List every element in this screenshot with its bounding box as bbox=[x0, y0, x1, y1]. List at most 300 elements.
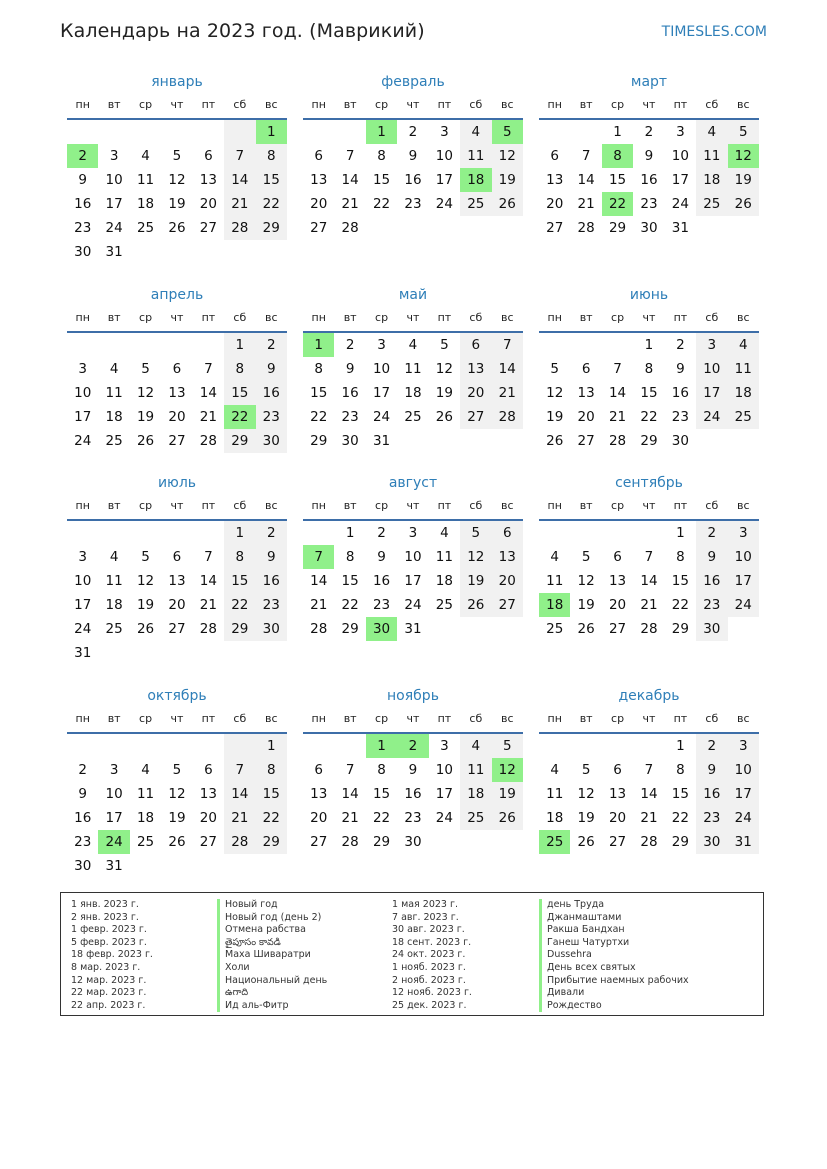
day-cell: 3 bbox=[728, 734, 759, 758]
weekday-header bbox=[539, 309, 759, 333]
empty-day-cell bbox=[303, 734, 334, 758]
empty-day-cell bbox=[130, 240, 161, 264]
day-cell: 30 bbox=[74, 858, 92, 874]
day-cell: 28 bbox=[341, 834, 359, 850]
day-cell: 19 bbox=[577, 810, 595, 826]
day-cell: 1 bbox=[224, 521, 255, 545]
day-cell: 3 bbox=[676, 124, 685, 140]
day-cell: 16 bbox=[74, 196, 92, 212]
day-cell: 25 bbox=[728, 405, 759, 429]
legend-holiday-name: Маха Шиваратри bbox=[217, 949, 327, 962]
day-cell: 14 bbox=[608, 385, 627, 401]
day-cell: 27 bbox=[168, 433, 186, 449]
weekday-label: пн bbox=[311, 311, 326, 324]
week-row bbox=[539, 806, 759, 830]
day-cell: 17 bbox=[372, 385, 391, 401]
day-cell: 1 bbox=[676, 525, 685, 541]
holiday-legend bbox=[60, 892, 764, 1016]
weekday-label: ср bbox=[611, 98, 625, 111]
day-cell: 11 bbox=[136, 786, 155, 802]
day-cell: 20 bbox=[492, 569, 523, 593]
week-row bbox=[303, 144, 523, 168]
day-cell: 16 bbox=[341, 385, 359, 401]
day-cell: 17 bbox=[696, 381, 727, 405]
day-cell: 27 bbox=[168, 621, 186, 637]
day-cell: 20 bbox=[168, 409, 186, 425]
week-row bbox=[539, 192, 759, 216]
empty-day-cell bbox=[429, 216, 460, 240]
day-cell: 14 bbox=[224, 782, 255, 806]
day-cell: 17 bbox=[74, 409, 92, 425]
holiday-day-cell: 18 bbox=[460, 168, 491, 192]
empty-day-cell bbox=[397, 216, 428, 240]
empty-day-cell bbox=[67, 333, 98, 357]
week-row bbox=[539, 381, 759, 405]
day-cell: 17 bbox=[728, 569, 759, 593]
day-cell: 12 bbox=[435, 361, 453, 377]
month-calendar bbox=[67, 72, 287, 264]
day-cell: 31 bbox=[372, 433, 391, 449]
week-row bbox=[67, 806, 287, 830]
day-cell: 4 bbox=[109, 549, 119, 565]
weekday-label: пт bbox=[673, 98, 688, 111]
weekday-label: пт bbox=[673, 712, 688, 725]
day-cell: 10 bbox=[696, 357, 727, 381]
day-cell: 2 bbox=[408, 124, 418, 140]
day-cell: 10 bbox=[435, 148, 453, 164]
weekday-label: вс bbox=[264, 311, 278, 324]
weekday-label: вс bbox=[736, 499, 750, 512]
day-cell: 9 bbox=[408, 148, 418, 164]
day-cell: 15 bbox=[341, 573, 359, 589]
month-title: май bbox=[398, 287, 428, 303]
month-calendar bbox=[67, 686, 287, 878]
day-cell: 9 bbox=[408, 762, 418, 778]
day-cell: 20 bbox=[577, 409, 595, 425]
week-row bbox=[67, 617, 287, 641]
week-row bbox=[539, 734, 759, 758]
legend-names-col2 bbox=[539, 899, 689, 1012]
day-cell: 4 bbox=[460, 120, 491, 144]
legend-date: 2 янв. 2023 г. bbox=[71, 911, 139, 923]
day-cell: 7 bbox=[581, 148, 591, 164]
day-cell: 6 bbox=[581, 361, 591, 377]
weekday-label: чт bbox=[642, 311, 656, 324]
day-cell: 26 bbox=[435, 409, 453, 425]
day-cell: 17 bbox=[728, 782, 759, 806]
day-cell: 27 bbox=[492, 593, 523, 617]
weekday-label: вс bbox=[264, 499, 278, 512]
holiday-day-cell: 8 bbox=[602, 144, 633, 168]
day-cell: 7 bbox=[492, 333, 523, 357]
holiday-day-cell: 24 bbox=[98, 830, 129, 854]
day-cell: 2 bbox=[256, 521, 287, 545]
month-title: июнь bbox=[629, 287, 669, 303]
weekday-label: чт bbox=[170, 98, 184, 111]
holiday-day-cell: 1 bbox=[256, 120, 287, 144]
weekday-label: сб bbox=[233, 712, 247, 725]
day-cell: 16 bbox=[404, 172, 422, 188]
day-cell: 20 bbox=[168, 597, 186, 613]
day-cell: 23 bbox=[404, 810, 422, 826]
empty-day-cell bbox=[602, 521, 633, 545]
day-cell: 21 bbox=[199, 597, 217, 613]
day-cell: 3 bbox=[377, 337, 386, 353]
day-cell: 11 bbox=[728, 357, 759, 381]
day-cell: 24 bbox=[435, 810, 453, 826]
empty-day-cell bbox=[728, 429, 759, 453]
empty-day-cell bbox=[429, 830, 460, 854]
empty-day-cell bbox=[602, 734, 633, 758]
empty-day-cell bbox=[193, 734, 224, 758]
day-cell: 30 bbox=[404, 834, 422, 850]
weekday-label: ср bbox=[611, 311, 625, 324]
weekday-label: ср bbox=[375, 311, 389, 324]
day-cell: 22 bbox=[341, 597, 359, 613]
weekday-label: сб bbox=[705, 98, 719, 111]
day-cell: 5 bbox=[460, 521, 491, 545]
day-cell: 18 bbox=[546, 810, 564, 826]
day-cell: 29 bbox=[256, 830, 287, 854]
weekday-label: чт bbox=[406, 98, 420, 111]
week-row bbox=[67, 120, 287, 144]
day-cell: 23 bbox=[404, 196, 422, 212]
week-row bbox=[303, 168, 523, 192]
empty-day-cell bbox=[460, 429, 491, 453]
day-cell: 25 bbox=[546, 621, 564, 637]
weekday-label: пн bbox=[311, 98, 326, 111]
week-row bbox=[303, 429, 523, 453]
day-cell: 7 bbox=[204, 361, 213, 377]
day-cell: 1 bbox=[613, 124, 622, 140]
weekday-label: ср bbox=[611, 499, 625, 512]
day-cell: 10 bbox=[404, 549, 422, 565]
day-cell: 15 bbox=[224, 381, 255, 405]
day-cell: 4 bbox=[109, 361, 119, 377]
day-cell: 9 bbox=[256, 545, 287, 569]
day-cell: 3 bbox=[440, 124, 449, 140]
day-cell: 30 bbox=[640, 220, 658, 236]
day-cell: 3 bbox=[78, 549, 87, 565]
empty-day-cell bbox=[224, 240, 255, 264]
weekday-label: вт bbox=[579, 712, 593, 725]
empty-day-cell bbox=[366, 216, 397, 240]
weekday-label: вт bbox=[579, 98, 593, 111]
day-cell: 13 bbox=[546, 172, 564, 188]
day-cell: 20 bbox=[608, 810, 627, 826]
month-title: январь bbox=[151, 74, 203, 90]
day-cell: 12 bbox=[577, 573, 595, 589]
empty-day-cell bbox=[67, 734, 98, 758]
day-cell: 7 bbox=[204, 549, 213, 565]
week-row bbox=[67, 830, 287, 854]
empty-day-cell bbox=[161, 120, 192, 144]
empty-day-cell bbox=[193, 521, 224, 545]
day-cell: 19 bbox=[136, 597, 155, 613]
month-title: октябрь bbox=[147, 688, 207, 704]
legend-date: 8 мар. 2023 г. bbox=[71, 961, 141, 973]
day-cell: 5 bbox=[728, 120, 759, 144]
month-title: июль bbox=[157, 475, 197, 491]
day-cell: 31 bbox=[74, 645, 92, 661]
day-cell: 24 bbox=[728, 806, 759, 830]
weekday-label: сб bbox=[705, 311, 719, 324]
empty-day-cell bbox=[429, 617, 460, 641]
day-cell: 19 bbox=[168, 196, 186, 212]
legend-date: 7 авг. 2023 г. bbox=[392, 911, 459, 923]
day-cell: 19 bbox=[492, 782, 523, 806]
day-cell: 18 bbox=[136, 196, 155, 212]
empty-day-cell bbox=[570, 333, 601, 357]
weekday-label: ср bbox=[139, 712, 153, 725]
empty-day-cell bbox=[193, 120, 224, 144]
week-row bbox=[539, 429, 759, 453]
day-cell: 13 bbox=[168, 573, 186, 589]
month-calendar bbox=[303, 686, 523, 854]
month-title: август bbox=[388, 475, 438, 491]
empty-day-cell bbox=[130, 854, 161, 878]
day-cell: 22 bbox=[372, 810, 391, 826]
day-cell: 26 bbox=[492, 806, 523, 830]
day-cell: 14 bbox=[341, 172, 359, 188]
day-cell: 21 bbox=[199, 409, 217, 425]
weekday-label: пт bbox=[437, 311, 452, 324]
week-row bbox=[303, 120, 523, 144]
day-cell: 13 bbox=[608, 786, 627, 802]
legend-holiday-name: Прибытие наемных рабочих bbox=[539, 975, 689, 988]
day-cell: 26 bbox=[728, 192, 759, 216]
legend-holiday-name: తైపూసం కావడి bbox=[217, 937, 327, 950]
week-row bbox=[67, 758, 287, 782]
month-calendar bbox=[67, 285, 287, 453]
empty-day-cell bbox=[193, 641, 224, 665]
month-calendar bbox=[539, 473, 759, 641]
day-cell: 24 bbox=[671, 196, 689, 212]
day-cell: 29 bbox=[671, 621, 689, 637]
empty-day-cell bbox=[193, 333, 224, 357]
empty-day-cell bbox=[696, 429, 727, 453]
day-cell: 21 bbox=[341, 196, 359, 212]
day-cell: 27 bbox=[199, 834, 217, 850]
weekday-label: пн bbox=[75, 499, 90, 512]
day-cell: 28 bbox=[608, 433, 627, 449]
day-cell: 15 bbox=[256, 168, 287, 192]
month-calendar bbox=[539, 72, 759, 240]
day-cell: 14 bbox=[199, 573, 217, 589]
legend-holiday-name: Отмена рабства bbox=[217, 924, 327, 937]
empty-day-cell bbox=[193, 240, 224, 264]
day-cell: 16 bbox=[671, 385, 689, 401]
day-cell: 26 bbox=[577, 621, 595, 637]
day-cell: 25 bbox=[435, 597, 453, 613]
week-row bbox=[303, 381, 523, 405]
day-cell: 31 bbox=[105, 244, 123, 260]
weekday-label: вс bbox=[736, 311, 750, 324]
weekday-header bbox=[539, 710, 759, 734]
weekday-header bbox=[67, 96, 287, 120]
legend-date: 1 мая 2023 г. bbox=[392, 899, 458, 910]
legend-date: 1 янв. 2023 г. bbox=[71, 899, 139, 910]
weekday-label: пт bbox=[437, 499, 452, 512]
empty-day-cell bbox=[98, 521, 129, 545]
weekday-label: вт bbox=[343, 499, 357, 512]
empty-day-cell bbox=[130, 120, 161, 144]
day-cell: 14 bbox=[199, 385, 217, 401]
empty-day-cell bbox=[539, 521, 570, 545]
month-title: апрель bbox=[150, 287, 204, 303]
day-cell: 12 bbox=[168, 786, 186, 802]
day-cell: 14 bbox=[640, 573, 658, 589]
weekday-label: вт bbox=[343, 98, 357, 111]
day-cell: 3 bbox=[408, 525, 418, 541]
empty-day-cell bbox=[728, 216, 759, 240]
legend-holiday-name: День всех святых bbox=[539, 962, 689, 975]
day-cell: 7 bbox=[224, 758, 255, 782]
day-cell: 29 bbox=[256, 216, 287, 240]
month-title: ноябрь bbox=[387, 688, 439, 704]
weekday-label: сб bbox=[705, 712, 719, 725]
day-cell: 6 bbox=[172, 361, 182, 377]
weekday-label: пт bbox=[437, 98, 452, 111]
weekday-label: вс bbox=[500, 712, 514, 725]
day-cell: 1 bbox=[224, 333, 255, 357]
day-cell: 19 bbox=[460, 569, 491, 593]
weekday-label: пн bbox=[75, 98, 90, 111]
day-cell: 2 bbox=[696, 734, 727, 758]
day-cell: 31 bbox=[671, 220, 689, 236]
weekday-label: чт bbox=[406, 499, 420, 512]
day-cell: 8 bbox=[256, 758, 287, 782]
day-cell: 17 bbox=[435, 786, 453, 802]
empty-day-cell bbox=[161, 521, 192, 545]
week-row bbox=[303, 617, 523, 641]
day-cell: 14 bbox=[224, 168, 255, 192]
legend-holiday-name: Новый год bbox=[217, 899, 327, 912]
weekday-label: ср bbox=[375, 712, 389, 725]
day-cell: 10 bbox=[74, 573, 92, 589]
week-row bbox=[67, 569, 287, 593]
day-cell: 18 bbox=[404, 385, 422, 401]
day-cell: 8 bbox=[377, 148, 386, 164]
day-cell: 9 bbox=[377, 549, 386, 565]
weekday-label: вс bbox=[736, 98, 750, 111]
week-row bbox=[303, 545, 523, 569]
weekday-label: сб bbox=[233, 311, 247, 324]
day-cell: 4 bbox=[141, 148, 150, 164]
day-cell: 31 bbox=[728, 830, 759, 854]
day-cell: 21 bbox=[341, 810, 359, 826]
day-cell: 20 bbox=[199, 810, 217, 826]
day-cell: 1 bbox=[256, 734, 287, 758]
holiday-day-cell: 22 bbox=[224, 405, 255, 429]
holiday-day-cell: 1 bbox=[366, 734, 397, 758]
day-cell: 5 bbox=[172, 148, 182, 164]
day-cell: 28 bbox=[577, 220, 595, 236]
holiday-day-cell: 22 bbox=[602, 192, 633, 216]
day-cell: 22 bbox=[256, 806, 287, 830]
week-row bbox=[539, 405, 759, 429]
legend-date: 22 апр. 2023 г. bbox=[71, 999, 146, 1011]
weekday-label: вт bbox=[579, 499, 593, 512]
day-cell: 23 bbox=[640, 196, 658, 212]
empty-day-cell bbox=[161, 333, 192, 357]
day-cell: 20 bbox=[310, 196, 328, 212]
empty-day-cell bbox=[334, 734, 365, 758]
week-row bbox=[539, 593, 759, 617]
empty-day-cell bbox=[539, 734, 570, 758]
week-row bbox=[539, 120, 759, 144]
day-cell: 25 bbox=[136, 220, 155, 236]
legend-date: 18 февр. 2023 г. bbox=[71, 949, 153, 961]
day-cell: 23 bbox=[372, 597, 391, 613]
empty-day-cell bbox=[67, 521, 98, 545]
day-cell: 27 bbox=[608, 621, 627, 637]
day-cell: 10 bbox=[105, 786, 123, 802]
site-link[interactable]: TIMESLES.COM bbox=[661, 24, 767, 40]
day-cell: 7 bbox=[613, 361, 622, 377]
day-cell: 17 bbox=[74, 597, 92, 613]
holiday-day-cell: 5 bbox=[492, 120, 523, 144]
day-cell: 16 bbox=[404, 786, 422, 802]
weekday-label: пт bbox=[201, 499, 216, 512]
day-cell: 11 bbox=[435, 549, 453, 565]
day-cell: 28 bbox=[492, 405, 523, 429]
day-cell: 15 bbox=[671, 573, 689, 589]
empty-day-cell bbox=[161, 240, 192, 264]
week-row bbox=[539, 357, 759, 381]
weekday-label: пн bbox=[547, 98, 562, 111]
day-cell: 2 bbox=[377, 525, 386, 541]
day-cell: 20 bbox=[310, 810, 328, 826]
day-cell: 21 bbox=[608, 409, 627, 425]
week-row bbox=[539, 545, 759, 569]
day-cell: 4 bbox=[696, 120, 727, 144]
day-cell: 24 bbox=[404, 597, 422, 613]
day-cell: 8 bbox=[256, 144, 287, 168]
legend-dates-col2 bbox=[392, 899, 472, 1012]
day-cell: 7 bbox=[644, 762, 654, 778]
holiday-day-cell: 25 bbox=[539, 830, 570, 854]
weekday-label: пн bbox=[547, 712, 562, 725]
weekday-label: пн bbox=[311, 712, 326, 725]
holiday-day-cell: 2 bbox=[67, 144, 98, 168]
empty-day-cell bbox=[492, 617, 523, 641]
week-row bbox=[67, 641, 287, 665]
day-cell: 10 bbox=[728, 545, 759, 569]
day-cell: 23 bbox=[671, 409, 689, 425]
weekday-label: чт bbox=[406, 712, 420, 725]
day-cell: 3 bbox=[78, 361, 87, 377]
day-cell: 5 bbox=[141, 361, 150, 377]
day-cell: 8 bbox=[676, 549, 685, 565]
day-cell: 27 bbox=[546, 220, 564, 236]
day-cell: 14 bbox=[640, 786, 658, 802]
weekday-label: ср bbox=[139, 499, 153, 512]
day-cell: 29 bbox=[372, 834, 391, 850]
day-cell: 15 bbox=[608, 172, 627, 188]
empty-day-cell bbox=[161, 641, 192, 665]
week-row bbox=[67, 429, 287, 453]
week-row bbox=[303, 806, 523, 830]
day-cell: 4 bbox=[408, 337, 418, 353]
day-cell: 23 bbox=[696, 593, 727, 617]
legend-holiday-name: Джанмаштами bbox=[539, 912, 689, 925]
empty-day-cell bbox=[161, 734, 192, 758]
day-cell: 2 bbox=[696, 521, 727, 545]
day-cell: 26 bbox=[168, 220, 186, 236]
day-cell: 16 bbox=[74, 810, 92, 826]
day-cell: 28 bbox=[199, 433, 217, 449]
